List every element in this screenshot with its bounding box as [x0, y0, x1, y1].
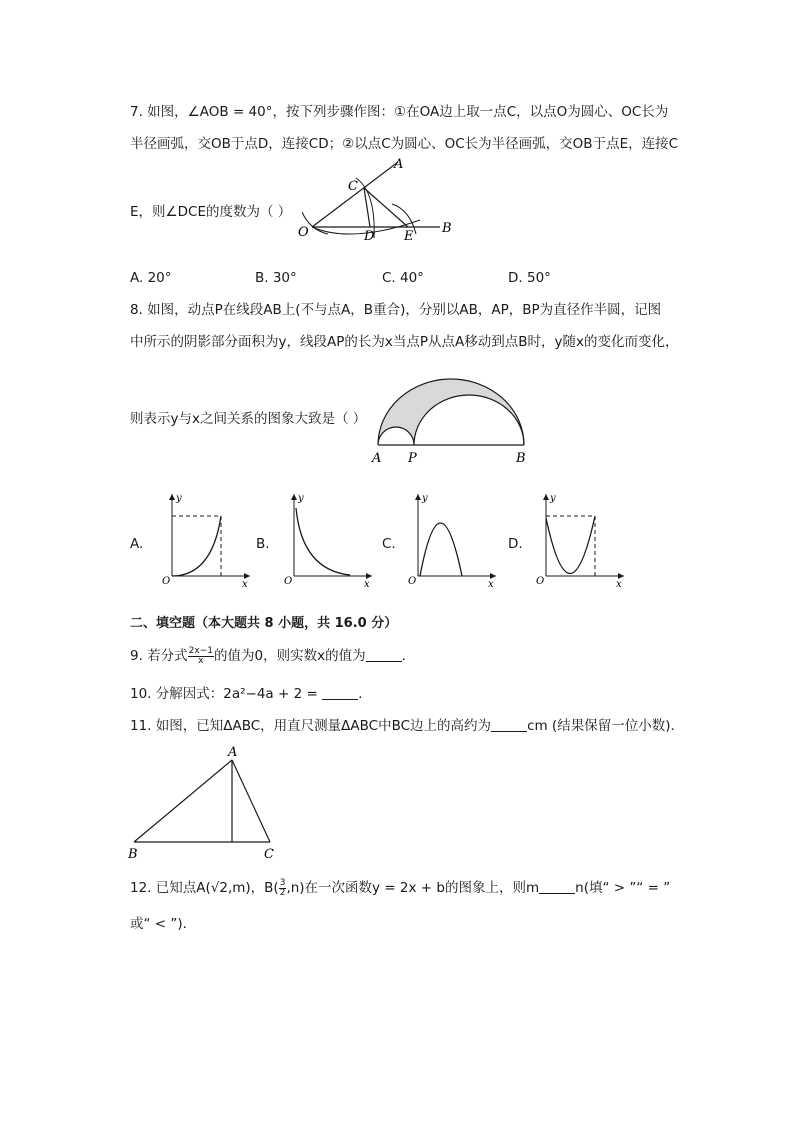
q10-text: 10. 分解因式：2a²−4a + 2 = — [130, 686, 318, 702]
q7-option-b: B. 30° — [255, 270, 297, 286]
q7-label-O: O — [298, 225, 309, 240]
q11-line — [130, 716, 684, 736]
q9-end: . — [401, 648, 406, 664]
q12-middle: ,n)在一次函数y = 2x + b的图象上，则m — [286, 880, 540, 896]
q8d-y-label: y — [550, 493, 556, 504]
section-2-heading: 二、填空题（本大题共 8 小题，共 16.0 分） — [130, 616, 398, 631]
q11-answer-blank[interactable] — [491, 717, 527, 732]
q12-answer-blank[interactable] — [539, 879, 575, 894]
q11-label-C: C — [264, 847, 274, 862]
q7-figure — [292, 150, 462, 250]
q7-line-1: 7. 如图，∠AOB = 40°，按下列步骤作图：①在OA边上取一点C，以点O为圆心、OC长为 — [130, 104, 669, 120]
q7-line-2: 半径画弧，交OB于点D，连接CD；②以点C为圆心、OC长为半径画弧，交OB于点E，连接C — [130, 136, 679, 152]
q9-frac-den: x — [198, 655, 204, 666]
q8-label-P: P — [408, 451, 417, 466]
q9-answer-blank[interactable] — [366, 647, 402, 662]
q12-frac-den: 2 — [279, 887, 286, 898]
q12-line-1 — [130, 878, 670, 898]
q8-label-A: A — [372, 451, 382, 466]
q10-answer-blank[interactable] — [322, 685, 358, 700]
q12-line-2: 或“ < ”)． — [130, 916, 197, 932]
q8b-origin-label: O — [284, 576, 293, 587]
q11-triangle-figure — [124, 742, 284, 862]
q8-label-B: B — [516, 451, 526, 466]
q7-label-B: B — [442, 221, 452, 236]
q7-label-D: D — [364, 229, 375, 244]
q10-line — [130, 684, 362, 704]
q8-line-1: 8. 如图，动点P在线段AB上(不与点A，B重合)，分别以AB，AP，BP为直径作半圆，记图 — [130, 302, 662, 318]
q8d-origin-label: O — [536, 576, 545, 587]
q11-prefix: 11. 如图，已知ΔABC，用直尺测量ΔABC中BC边上的高约为 — [130, 718, 492, 734]
q8a-origin-label: O — [162, 576, 171, 587]
q8d-x-label: x — [616, 579, 622, 590]
q9-frac-num: 2x−1 — [188, 645, 213, 656]
q7-option-c: C. 40° — [382, 270, 424, 286]
q8-option-a-graph — [158, 490, 254, 590]
q8a-y-label: y — [176, 493, 182, 504]
q9-fraction — [188, 647, 214, 666]
q12-prefix: 12. 已知点A(√2,m)，B( — [130, 880, 279, 896]
q7-option-a: A. 20° — [130, 270, 172, 286]
q9-suffix: 的值为0，则实数x的值为 — [214, 648, 366, 664]
q7-line-3: E，则∠DCE的度数为（ ） — [130, 204, 292, 220]
q8a-x-label: x — [242, 579, 248, 590]
q12-frac-num: 3 — [279, 877, 286, 888]
q9-prefix: 9. 若分式 — [130, 648, 188, 664]
q7-option-d: D. 50° — [508, 270, 551, 286]
q8-option-c-label: C. — [382, 536, 396, 552]
q11-suffix: cm (结果保留一位小数)． — [527, 718, 684, 734]
q8-option-c-graph — [404, 490, 500, 590]
q8-line-3: 则表示y与x之间关系的图象大致是（ ） — [130, 411, 367, 427]
q8b-x-label: x — [364, 579, 370, 590]
q8-option-d-graph — [532, 490, 628, 590]
q12-suffix: n(填“ > ”“ = ” — [575, 880, 671, 896]
q8c-origin-label: O — [408, 576, 417, 587]
q8-option-b-label: B. — [256, 536, 270, 552]
q11-label-A: A — [228, 745, 238, 760]
q8-option-b-graph — [280, 490, 376, 590]
q11-label-B: B — [128, 847, 138, 862]
q8b-y-label: y — [298, 493, 304, 504]
q8-semicircle-figure — [366, 372, 536, 468]
q9-line — [130, 646, 406, 666]
q8-option-a-label: A. — [130, 536, 144, 552]
q7-label-A: A — [394, 157, 404, 172]
q8c-y-label: y — [422, 493, 428, 504]
q8-option-d-label: D. — [508, 536, 523, 552]
q7-label-E: E — [404, 229, 414, 244]
q8c-x-label: x — [488, 579, 494, 590]
q10-end: . — [358, 686, 363, 702]
q8-line-2: 中所示的阴影部分面积为y，线段AP的长为x当点P从点A移动到点B时，y随x的变化而变化， — [130, 334, 679, 350]
q7-label-C: C — [348, 179, 358, 194]
